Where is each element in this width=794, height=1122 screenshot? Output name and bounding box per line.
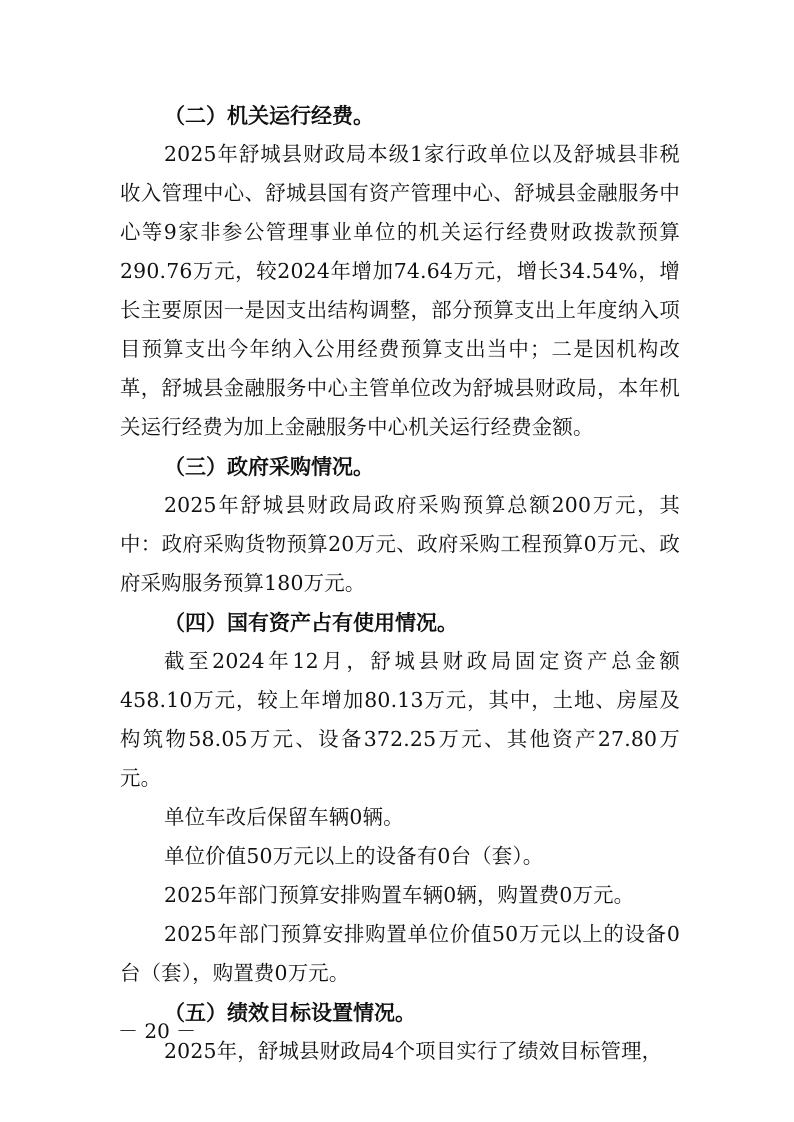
section-government-procurement <box>120 447 680 603</box>
section-operating-expenses <box>120 96 680 447</box>
paragraph: 2025年部门预算安排购置车辆0辆，购置费0万元。 <box>164 883 635 907</box>
paragraph: 2025年舒城县财政局本级1家行政单位以及舒城县非税收入管理中心、舒城县国有资产管理中心、舒城县金融服务中心等9家非参公管理事业单位的机关运行经费财政拨款预算290.76万元，较2024年增加74.64万元，增长34.54%，增长主要原因一是因支出结构调整，部分预算支出上年度纳入项目预算支出今年纳入公用经费预算支出当中；二是因机构改革，舒城县金融服务中心主管单位改为舒城县财政局，本年机关运行经费为加上金融服务中心机关运行经费金额。 <box>120 142 680 439</box>
paragraph: 2025年，舒城县财政局4个项目实行了绩效目标管理， <box>164 1039 663 1063</box>
paragraph: 2025年舒城县财政局政府采购预算总额200万元，其中：政府采购货物预算20万元、政府采购工程预算0万元、政府采购服务预算180万元。 <box>120 493 680 595</box>
section-heading: （五）绩效目标设置情况。 <box>164 1000 416 1025</box>
section-heading: （二）机关运行经费。 <box>164 103 374 128</box>
paragraph: 单位车改后保留车辆0辆。 <box>164 805 404 829</box>
section-heading: （三）政府采购情况。 <box>164 454 374 479</box>
paragraph: 单位价值50万元以上的设备有0台（套）。 <box>164 844 544 868</box>
paragraph: 2025年部门预算安排购置单位价值50万元以上的设备0台（套），购置费0万元。 <box>120 922 680 985</box>
document-page <box>120 96 680 1071</box>
page-number: － 20 － <box>118 1019 197 1043</box>
paragraph: 截至2024年12月，舒城县财政局固定资产总金额458.10万元，较上年增加80.13万元，其中，土地、房屋及构筑物58.05万元、设备372.25万元、其他资产27.80万元。 <box>120 649 680 790</box>
section-state-assets <box>120 603 680 993</box>
section-performance-goals <box>120 993 680 1071</box>
section-heading: （四）国有资产占有使用情况。 <box>164 610 458 635</box>
